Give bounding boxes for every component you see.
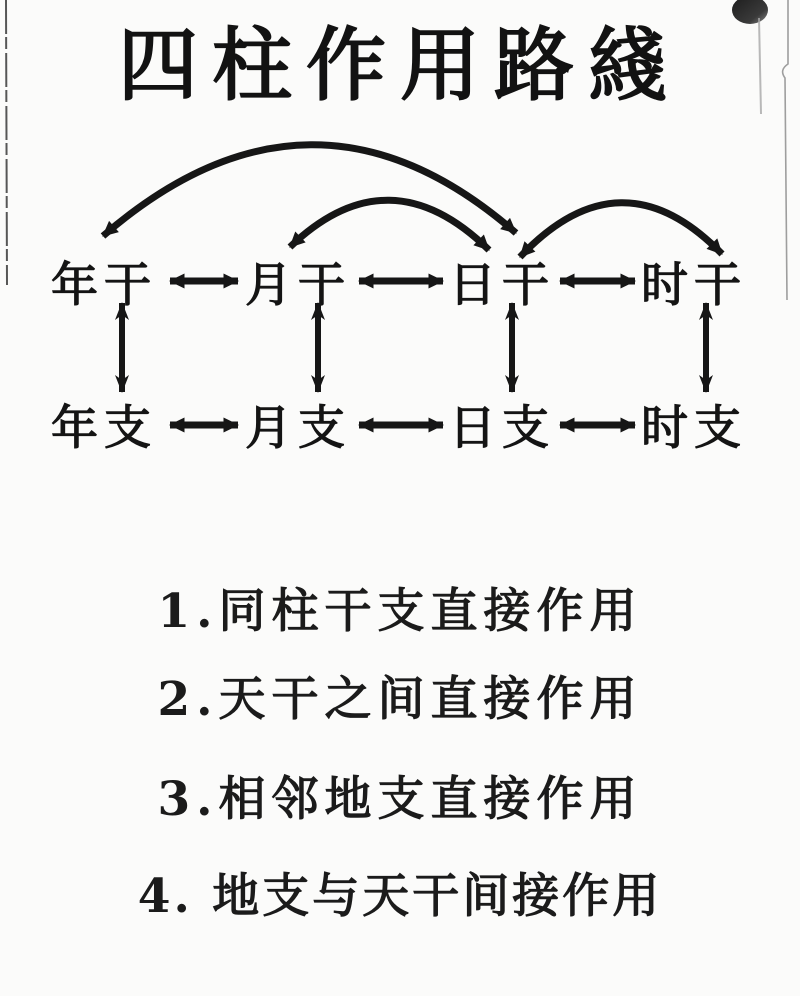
node-year-branch: 年支 (51, 401, 157, 456)
node-month-branch: 月支 (245, 401, 351, 456)
note-item-3: 3.相邻地支直接作用 (157, 772, 643, 827)
page-title: 四柱作用路綫 (118, 19, 682, 112)
node-hour-stem: 时干 (641, 258, 747, 313)
note-item-2: 2.天干之间直接作用 (157, 672, 643, 727)
node-month-stem: 月干 (245, 258, 351, 313)
node-day-stem: 日干 (449, 258, 555, 313)
node-day-branch: 日支 (449, 401, 555, 456)
note-item-4: 4. 地支与天干间接作用 (137, 869, 663, 924)
note-item-1: 1.同柱干支直接作用 (157, 584, 643, 639)
node-hour-branch: 时支 (641, 401, 747, 456)
node-year-stem: 年干 (51, 258, 157, 313)
